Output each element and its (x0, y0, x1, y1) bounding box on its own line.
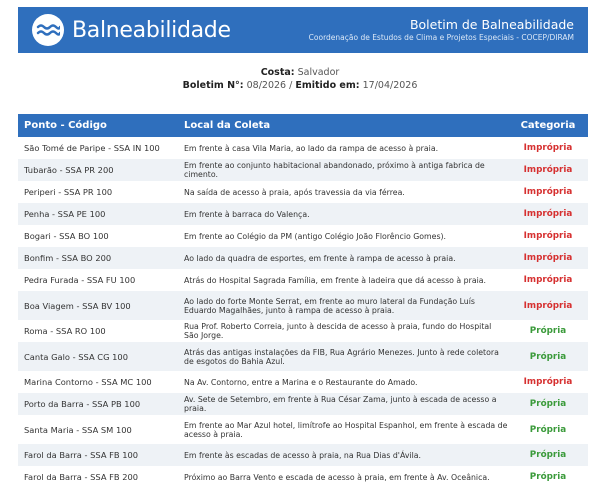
category-status: Imprópria (523, 300, 573, 311)
category-status: Imprópria (523, 187, 573, 197)
point-code: Marina Contorno - SSA MC 100 (24, 377, 152, 387)
point-code: São Tomé de Paripe - SSA IN 100 (24, 143, 160, 153)
coast-value: Salvador (297, 67, 340, 78)
category-status: Imprópria (523, 275, 573, 285)
collection-location: Ao lado do forte Monte Serrat, em frente ao muro lateral da Fundação Luís Eduardo Magalhães, junto à rampa de acesso à praia. (184, 296, 475, 315)
page-header (18, 7, 588, 53)
category-status: Própria (529, 326, 567, 336)
table-row (18, 291, 588, 320)
issued-label: Emitido em: (295, 80, 360, 91)
collection-location: Atrás das antigas instalações da FIB, Rua Agrário Menezes. Junto à rede coletora de esgotos do Bahia Azul. (184, 347, 499, 366)
bulletin-line (0, 80, 600, 91)
point-code: Boa Viagem - SSA BV 100 (24, 300, 131, 311)
table-row (18, 137, 588, 159)
collection-location: Próximo ao Barra Vento e escada de acesso à praia, em frente à Av. Oceânica. (184, 472, 490, 482)
collection-location: Na saída de acesso à praia, após travessia da via férrea. (184, 187, 405, 197)
category-status: Imprópria (523, 209, 573, 219)
table-row (18, 371, 588, 393)
table-row (18, 247, 588, 269)
collection-location: Em frente ao Mar Azul hotel, limítrofe ao Hospital Espanhol, em frente à escada de acesso à praia. (184, 420, 508, 439)
table-row (18, 159, 588, 181)
brand (32, 14, 231, 46)
category-status: Imprópria (523, 253, 573, 263)
point-code: Roma - SSA RO 100 (24, 326, 106, 336)
point-code: Bonfim - SSA BO 200 (24, 253, 112, 263)
waves-icon (32, 14, 64, 46)
table-row (18, 466, 588, 488)
balneability-table (18, 114, 588, 488)
table-header-row (18, 114, 588, 137)
collection-location: Rua Prof. Roberto Correia, junto à descida de acesso à praia, fundo do Hospital São Jorge. (184, 322, 492, 340)
bulletin-title: Boletim de Balneabilidade (409, 17, 574, 32)
table-row (18, 393, 588, 415)
category-status: Imprópria (523, 231, 573, 241)
collection-location: Ao lado da quadra de esportes, em frente à rampa de acesso à praia. (184, 253, 456, 263)
category-status: Própria (529, 399, 567, 409)
collection-location: Em frente ao Colégio da PM (antigo Colégio João Florêncio Gomes). (184, 231, 447, 241)
collection-location: Atrás do Hospital Sagrada Família, em frente à ladeira que dá acesso à praia. (184, 275, 487, 285)
coast-line (0, 67, 600, 78)
category-status: Própria (529, 424, 567, 435)
table-row (18, 181, 588, 203)
point-code: Bogari - SSA BO 100 (24, 231, 109, 241)
category-status: Própria (529, 351, 567, 362)
header-category: Categoria (520, 120, 576, 131)
collection-location: Em frente às escadas de acesso à praia, na Rua Dias d'Ávila. (184, 450, 422, 460)
issued-date: 17/04/2026 (362, 80, 418, 91)
header-info (309, 17, 574, 43)
category-status: Imprópria (523, 143, 573, 153)
bulletin-subtitle: Coordenação de Estudos de Clima e Projetos Especiais - COCEP/DIRAM (308, 33, 574, 42)
table-row (18, 320, 588, 342)
category-status: Imprópria (523, 165, 573, 175)
table-row (18, 415, 588, 444)
table-body (18, 137, 588, 488)
point-code: Farol da Barra - SSA FB 200 (24, 472, 139, 482)
point-code: Periperi - SSA PR 100 (24, 187, 113, 197)
category-status: Própria (529, 472, 567, 482)
point-code: Tubarão - SSA PR 200 (24, 165, 114, 175)
header-point: Ponto - Código (24, 120, 107, 131)
table-row (18, 444, 588, 466)
collection-location: Em frente à casa Vila Maria, ao lado da rampa de acesso à praia. (184, 143, 439, 153)
bulletin-number-label: Boletim N°: (182, 80, 244, 91)
meta-separator: / (289, 80, 293, 91)
collection-location: Em frente ao conjunto habitacional abandonado, próximo à antiga fabrica de cimento. (184, 161, 485, 179)
collection-location: Em frente à barraca do Valença. (184, 209, 310, 219)
header-location: Local da Coleta (184, 120, 271, 131)
coast-label: Costa: (260, 67, 295, 78)
point-code: Santa Maria - SSA SM 100 (24, 424, 132, 435)
table-row (18, 269, 588, 291)
point-code: Penha - SSA PE 100 (24, 209, 106, 219)
table-row (18, 225, 588, 247)
category-status: Própria (529, 450, 567, 460)
table-row (18, 203, 588, 225)
table-row (18, 342, 588, 371)
collection-location: Av. Sete de Setembro, em frente à Rua César Zama, junto à escada de acesso a praia. (184, 395, 497, 413)
point-code: Canta Galo - SSA CG 100 (24, 351, 128, 362)
point-code: Farol da Barra - SSA FB 100 (24, 450, 139, 460)
point-code: Porto da Barra - SSA PB 100 (24, 399, 141, 409)
bulletin-number: 08/2026 (246, 80, 287, 91)
collection-location: Na Av. Contorno, entre a Marina e o Restaurante do Amado. (184, 377, 418, 387)
brand-name: Balneabilidade (72, 17, 231, 43)
point-code: Pedra Furada - SSA FU 100 (24, 275, 136, 285)
category-status: Imprópria (523, 377, 573, 387)
